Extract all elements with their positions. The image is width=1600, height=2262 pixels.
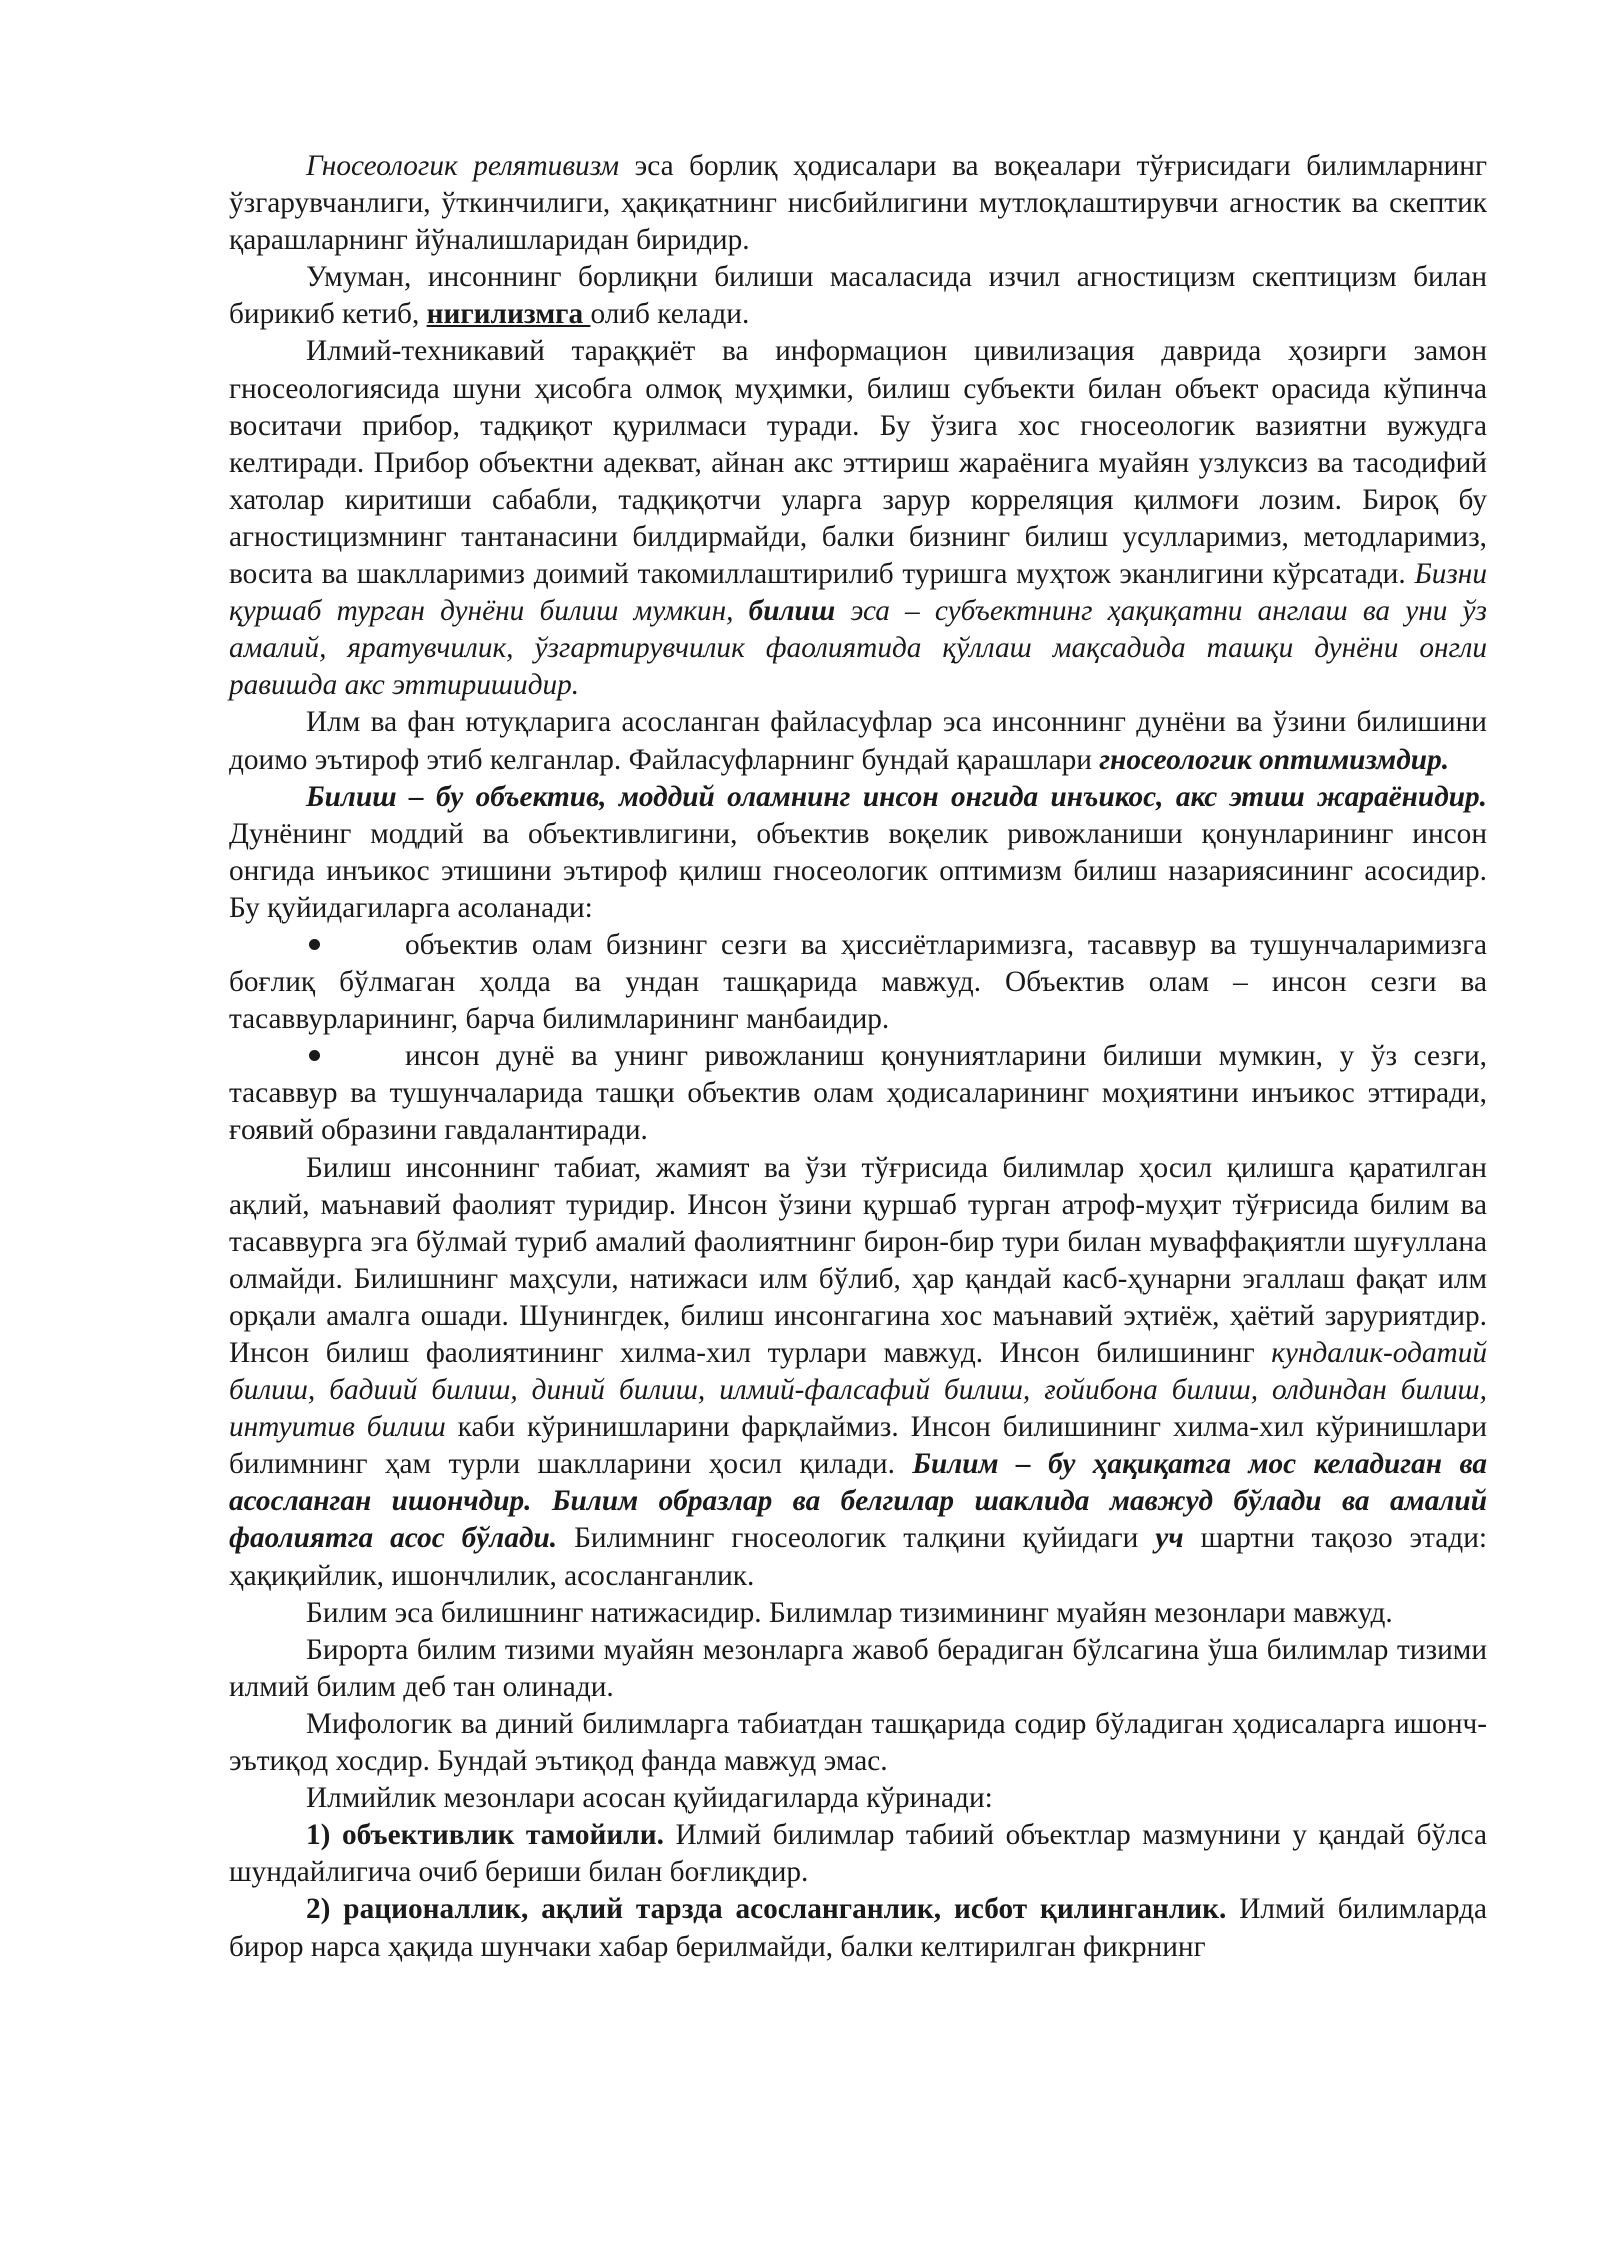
paragraph-text: Умуман, инсоннинг борлиқни билиши масаласида изчил агностицизм скептицизм билан бирикиб кетиб, [229,261,1487,331]
bullet-marker [306,927,405,964]
paragraph-text: каби кўринишларини фарқлаймиз. Инсон билишининг хилма-хил кўринишлари билимнинг ҳам турли шаклларини ҳосил қилади. [229,1411,1487,1481]
paragraph-text: Илмий билимларда бирор нарса ҳақида шунчаки хабар берилмайди, балки келтирилган фикрнинг [229,1893,1487,1963]
list-item [229,927,1487,1038]
paragraph-text: Билимнинг гносеологик талқини қуйидаги [557,1522,1156,1555]
paragraph-mythological: Мифологик ва диний билимларга табиатдан ташқарида содир бўладиган ҳодисаларга ишонч-эътиқод хосдир. Бундай эътиқод фанда мавжуд эмас. [229,1707,1487,1778]
term-three: уч [1155,1522,1184,1555]
italic-cognition-types: кундалик-одатий билиш, бадиий билиш, диний билиш, илмий-фалсафий билиш, ғойибона билиш, олдиндан билиш, интуитив билиш [229,1337,1487,1444]
paragraph-text: шартни тақозо этади: ҳақиқийлик, ишончлилик, асосланганлик. [229,1522,1488,1592]
paragraph-text: Илм ва фан ютуқларига асосланган файласуфлар эса инсоннинг дунёни ва ўзини билишини доимо эътироф этиб келганлар. Файласуфларнинг бундай қарашлари [229,706,1487,776]
paragraph-text: Дунёнинг моддий ва объективлигини, объектив воқелик ривожланиши қонунларининг инсон онгида инъикос этишини эътироф қилиш гносеологик оптимизм билиш назариясининг асосидир. Бу қуйидагиларга асоланади: [229,817,1487,924]
bullet-dot-icon [309,939,320,950]
definition-knowledge: Билим – бу ҳақиқатга мос келадиган ва асосланган ишончдир. Билим образлар ва белгилар шаклида мавжуд бўлади ва амалий фаолиятга асос бўлади. [229,1448,1487,1555]
bullet-marker [306,1038,405,1075]
term-gnoseological-relativism: Гносеологик релятивизм [306,150,620,182]
list-item-text: объектив олам бизнинг сезги ва ҳиссиётларимизга, тасаввур ва тушунчаларимизга боғлиқ бўлмаган ҳолда ва ундан ташқарида мавжуд. Объектив олам – инсон сезги ва тасаввурларининг, барча билимларининг манбаидир. [229,928,1487,1036]
definition-cognition: Билиш – бу объектив, моддий оламнинг инсон онгида инъикос, акс этиш жараёнидир. [306,780,1487,813]
paragraph-text: эса борлиқ ҳодисалари ва воқеалари тўғрисидаги билимларнинг ўзгарувчанлиги, ўткинчилиги, ҳақиқатнинг нисбийлигини мутлоқлаштирувчи агностик ва скептик қарашларнинг йўналишларидан биридир. [229,150,1488,257]
paragraph-scientific-progress [229,333,1487,704]
list-item-text: инсон дунё ва унинг ривожланиш қонуниятларини билиши мумкин, у ўз сезги, тасаввур ва тушунчаларида ташқи объектив олам ҳодисаларининг моҳиятини инъикос эттиради, ғоявий образини гавдалантиради. [229,1040,1487,1147]
paragraph-knowledge-result: Билим эса билишнинг натижасидир. Билимлар тизимининг муайян мезонлари мавжуд. [306,1596,1393,1629]
term-nihilism: нигилизмга [426,298,591,331]
paragraph-criterion-rationality [229,1891,1487,1965]
paragraph-criteria-intro: Илмийлик мезонлари асосан қуйидагиларда кўринади: [306,1782,993,1815]
paragraph-text: Илмий-техникавий тараққиёт ва информацион цивилизация даврида ҳозирги замон гносеологиясида шуни ҳисобга олмоқ муҳимки, билиш субъекти билан объект орасида кўпинча воситачи прибор, тадқиқот қурилмаси туради. Бу ўзига хос гносеологик вазиятни вужудга келтиради. Прибор объектни адекват, айнан акс эттириш жараёнига муайян узлуксиз ва тасодифий хатолар киритиши сабабли, тадқиқотчи уларга зарур корреляция қилмоғи лозим. Бироқ бу агностицизмнинг тантанасини билдирмайди, балки бизнинг билиш усулларимиз, методларимиз, восита ва шаклларимиз доимий такомиллаштирилиб туришга муҳтож эканлигини кўрсатади. [229,335,1487,591]
paragraph-cognition-types [229,1150,1487,1595]
italic-text: Бизни қуршаб турган дунёни билиш мумкин, [229,558,1487,628]
term-gnoseological-optimism: гносеологик оптимизмдир. [1099,743,1450,776]
paragraph-philosophers [229,704,1487,778]
list-item [229,1038,1487,1149]
paragraph-gnoseological-relativism [229,148,1487,259]
paragraph-text: олиб келади. [590,298,750,331]
paragraph-agnosticism-nihilism [229,259,1487,333]
paragraph-criterion-objectivity [229,1817,1487,1891]
paragraph-text: Илмий билимлар табиий объектлар мазмунини у қандай бўлса шундайлигича очиб бериши билан боғлиқдир. [229,1819,1487,1889]
bullet-dot-icon [309,1050,320,1061]
paragraph-knowledge-system: Бирорта билим тизими муайян мезонларга жавоб берадиган бўлсагина ўша билимлар тизими илмий билим деб тан олинади. [229,1633,1487,1703]
paragraph-cognition-definition [229,779,1487,927]
term-cognition: билиш [748,595,836,628]
criterion-heading: 2) рационаллик, ақлий тарзда асосланганлик, исбот қилинганлик. [306,1893,1227,1926]
italic-definition: эса – субъектнинг ҳақиқатни англаш ва уни ўз амалий, яратувчилик, ўзгартирувчилик фаолиятида қўллаш мақсадида ташқи дунёни онгли равишда акс эттиришидир. [229,595,1487,702]
criterion-heading: 1) объективлик тамойили. [306,1819,664,1852]
paragraph-text: Билиш инсоннинг табиат, жамият ва ўзи тўғрисида билимлар ҳосил қилишга қаратилган ақлий, маънавий фаолият туридир. Инсон ўзини қуршаб турган атроф-муҳит тўғрисида билим ва тасаввурга эга бўлмай туриб амалий фаолиятнинг бирон-бир тури билан муваффақиятли шуғуллана олмайди. Билишнинг маҳсули, натижаси илм бўлиб, ҳар қандай касб-ҳунарни эгаллаш фақат илм орқали амалга ошади. Шунингдек, билиш инсонгагина хос маънавий эҳтиёж, ҳаётий заруриятдир. Инсон билиш фаолиятининг хилма-хил турлари мавжуд. Инсон билишининг [229,1151,1487,1369]
